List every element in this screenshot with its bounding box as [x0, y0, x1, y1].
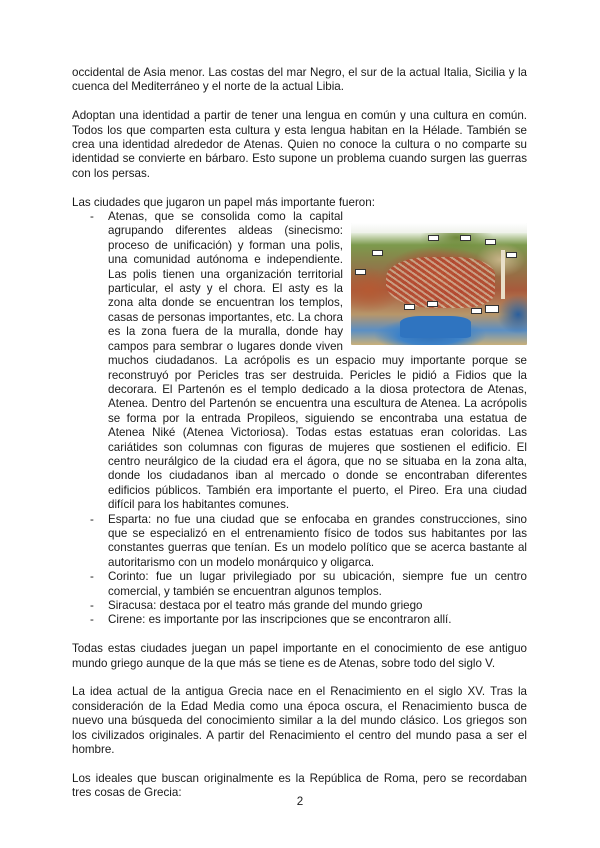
- map-label: [355, 269, 366, 275]
- list-item-atenas: [72, 210, 527, 513]
- paragraph-cities-importance: Todas estas ciudades juegan un papel importante en el conocimiento de ese antiguo mundo griego aunque de la que más se tiene es de Atenas, sobre todo del siglo V.: [72, 642, 527, 670]
- list-item-cirene: [72, 613, 527, 627]
- map-label: [427, 301, 438, 307]
- map-label: [428, 235, 439, 241]
- list-item-text: Atenas, que se consolida como la capital agrupando diferentes aldeas (sinecismo: proceso de unificación) y forman una polis, una comunidad autónoma e independiente. Las polis tienen una organización territorial particular, el asty y el chora. El asty es la zona alta donde se encuentran los templos, casas de personas importantes, etc. La chora es la zona fuera de la muralla, donde hay campos para sembrar o lugares donde viven muchos ciudadanos. La acrópolis es un espacio muy importante porque se reconstruyó por Pericles tras ser destruida. Pericles le pidió a Fidios que la decorara. El Partenón es el templo dedicado a la diosa protectora de Atenas, Atenea. Dentro del Partenón se encuentra una escultura de Atenea. La acrópolis se forma por la entrada Propileos, siguiendo se encontraba una estatua de Atenea Niké (Atenea Victoriosa). Todas estas estatuas eran coloridas. Las cariátides son columnas con figuras de mujeres que sostienen el edificio. El centro neurálgico de la ciudad era el ágora, que no se situaba en la zona alta, donde los ciudadanos iban al mercado o donde se encontraban diferentes edificios públicos. También era importante el puerto, el Pireo. Era una ciudad difícil para los habitantes comunes.: [108, 210, 527, 512]
- bullet-dash: -: [90, 512, 94, 526]
- page-number: 2: [296, 795, 304, 808]
- map-label: [404, 304, 415, 310]
- map-label: [485, 239, 496, 245]
- athens-illustration-image: [351, 223, 527, 345]
- city-wall: [501, 250, 505, 299]
- sky-area: [351, 223, 527, 233]
- list-item-text: Corinto: fue un lugar privilegiado por su ubicación, siempre fue un centro comercial, y también se encuentran algunos templos.: [108, 570, 527, 598]
- list-item-corinto: [72, 570, 527, 599]
- map-label: [460, 235, 471, 241]
- bullet-dash: -: [90, 210, 94, 224]
- list-item-siracusa: [72, 599, 527, 613]
- bullet-dash: -: [90, 599, 94, 612]
- paragraph-greek-identity: Adoptan una identidad a partir de tener una lengua en común y una cultura en común. Todos los que comparten esta cultura y esta lengua habitan en la Hélade. También se crea una identidad alrededor de Atenas. Quien no conoce la cultura o no comparte su identidad se convierte en bárbaro. Esto supone un problema cuando surgen las guerras con los persas.: [72, 109, 527, 180]
- cities-list: [72, 210, 527, 628]
- bullet-dash: -: [90, 570, 94, 584]
- map-label: [485, 305, 499, 313]
- paragraph-greek-colonies: occidental de Asia menor. Las costas del mar Negro, el sur de la actual Italia, Sicilia y la cuenca del Mediterráneo y el norte de la actual Libia.: [72, 66, 527, 94]
- map-label: [372, 250, 383, 256]
- list-item-esparta: [72, 513, 527, 571]
- list-item-text: Siracusa: destaca por el teatro más grande del mundo griego: [108, 599, 423, 612]
- bullet-dash: -: [90, 613, 94, 627]
- list-intro: Las ciudades que jugaron un papel más importante fueron:: [72, 195, 375, 209]
- list-item-text: Esparta: no fue una ciudad que se enfocaba en grandes construcciones, sino que se especializó en el entrenamiento físico de todos sus habitantes por las constantes guerras que tenían. Es un modelo político que se acerca bastante al autoritarismo con un modelo monárquico y oligarca.: [108, 512, 527, 569]
- city-roofs: [386, 257, 495, 308]
- paragraph-renaissance: La idea actual de la antigua Grecia nace en el Renacimiento en el siglo XV. Tras la consideración de la Edad Media como una época oscura, el Renacimiento busca de nuevo una búsqueda del conocimiento similar a la del mundo clásico. Los griegos son los civilizados originales. A partir del Renacimiento el centro del mundo pasa a ser el hombre.: [72, 685, 527, 757]
- document-page: [72, 66, 527, 815]
- harbor-water: [400, 316, 470, 338]
- list-item-text: Cirene: es importante por las inscripciones que se encontraron allí.: [108, 613, 452, 627]
- map-label: [471, 308, 482, 314]
- paragraph-ideals: Los ideales que buscan originalmente es la República de Roma, pero se recordaban tres cosas de Grecia:: [72, 771, 527, 800]
- map-label: [506, 252, 517, 258]
